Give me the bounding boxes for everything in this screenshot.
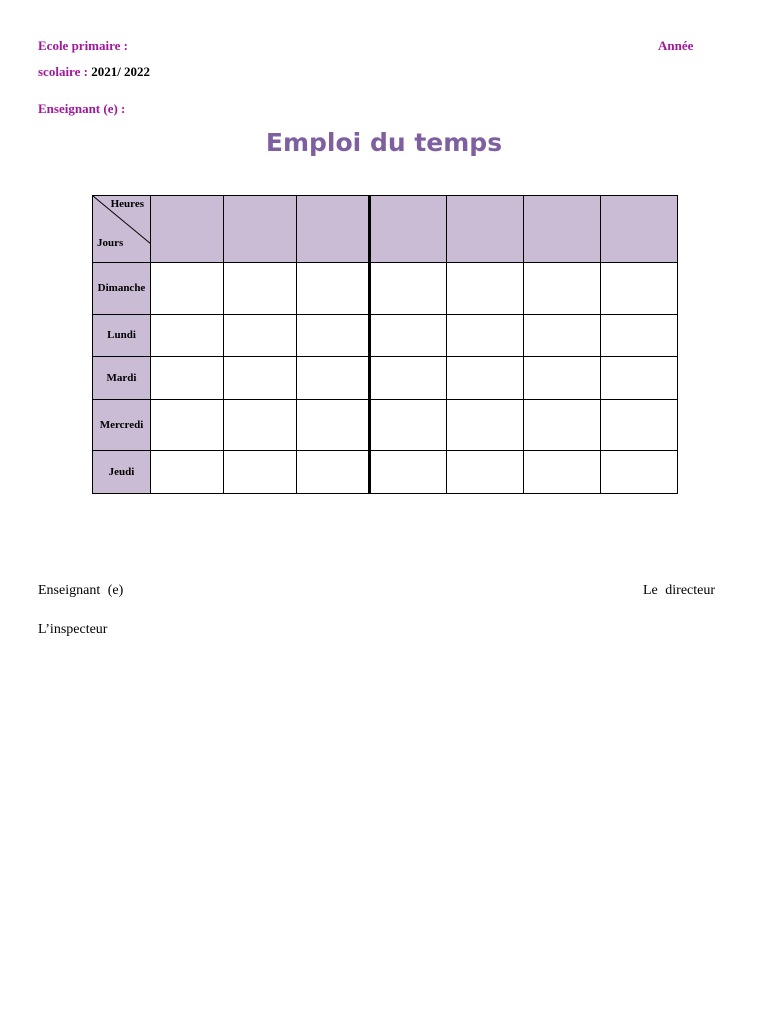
school-year-value: 2021/ 2022 [91, 64, 151, 79]
schedule-cell[interactable] [447, 263, 524, 315]
hour-header-cell[interactable] [297, 196, 370, 263]
hour-header-cell[interactable] [447, 196, 524, 263]
schedule-cell[interactable] [447, 315, 524, 357]
schedule-cell[interactable] [224, 451, 297, 494]
table-header-row [93, 196, 678, 263]
hour-header-cell[interactable] [224, 196, 297, 263]
schedule-cell[interactable] [370, 357, 447, 400]
schedule-cell[interactable] [370, 315, 447, 357]
corner-cell [93, 196, 151, 263]
year-label-part1: Année [658, 38, 694, 53]
hour-header-cell[interactable] [151, 196, 224, 263]
schedule-cell[interactable] [151, 357, 224, 400]
schedule-cell[interactable] [151, 400, 224, 451]
day-label-thursday: Jeudi [93, 451, 151, 494]
schedule-cell[interactable] [151, 451, 224, 494]
schedule-cell[interactable] [370, 451, 447, 494]
schedule-cell[interactable] [370, 263, 447, 315]
schedule-cell[interactable] [524, 451, 601, 494]
inspector-signature-label: L’inspecteur [38, 622, 108, 637]
corner-days-label: Jours [97, 237, 124, 249]
day-label-wednesday: Mercredi [93, 400, 151, 451]
schedule-cell[interactable] [297, 315, 370, 357]
schedule-cell[interactable] [224, 263, 297, 315]
year-label-part2: scolaire : [38, 64, 88, 79]
timetable [92, 195, 678, 494]
hour-header-cell[interactable] [524, 196, 601, 263]
day-label-tuesday: Mardi [93, 357, 151, 400]
teacher-label: Enseignant (e) : [38, 101, 126, 116]
schedule-cell[interactable] [151, 263, 224, 315]
corner-hours-label: Heures [110, 198, 144, 210]
schedule-cell[interactable] [447, 400, 524, 451]
schedule-cell[interactable] [297, 263, 370, 315]
hour-header-cell[interactable] [370, 196, 447, 263]
schedule-cell[interactable] [224, 357, 297, 400]
schedule-cell[interactable] [224, 400, 297, 451]
page-title: Emploi du temps [265, 128, 503, 157]
school-label: Ecole primaire : [38, 38, 129, 53]
director-signature-label: Le directeur [643, 583, 716, 598]
schedule-cell[interactable] [524, 263, 601, 315]
table-row [93, 357, 678, 400]
schedule-cell[interactable] [297, 357, 370, 400]
table-row [93, 400, 678, 451]
schedule-cell[interactable] [524, 315, 601, 357]
schedule-cell[interactable] [601, 357, 678, 400]
schedule-cell[interactable] [524, 400, 601, 451]
schedule-cell[interactable] [370, 400, 447, 451]
schedule-cell[interactable] [447, 357, 524, 400]
hour-header-cell[interactable] [601, 196, 678, 263]
schedule-cell[interactable] [224, 315, 297, 357]
day-label-sunday: Dimanche [93, 263, 151, 315]
schedule-cell[interactable] [601, 315, 678, 357]
schedule-cell[interactable] [601, 263, 678, 315]
schedule-cell[interactable] [297, 400, 370, 451]
schedule-cell[interactable] [297, 451, 370, 494]
table-row [93, 263, 678, 315]
schedule-cell[interactable] [524, 357, 601, 400]
school-year-line [38, 64, 150, 80]
schedule-cell[interactable] [601, 451, 678, 494]
table-row [93, 451, 678, 494]
table-row [93, 315, 678, 357]
schedule-cell[interactable] [151, 315, 224, 357]
schedule-cell[interactable] [601, 400, 678, 451]
day-label-monday: Lundi [93, 315, 151, 357]
schedule-cell[interactable] [447, 451, 524, 494]
teacher-signature-label: Enseignant (e) [38, 583, 124, 598]
